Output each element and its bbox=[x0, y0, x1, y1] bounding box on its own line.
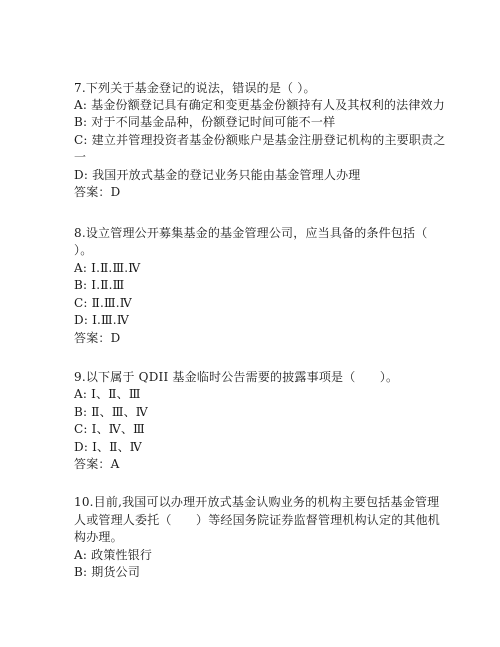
question-8-stem: 8.设立管理公开募集基金的基金管理公司，应当具备的条件包括（ bbox=[74, 226, 428, 240]
question-7-option-c: C: 建立并管理投资者基金份额账户是基金注册登记机构的主要职责之 bbox=[74, 133, 446, 147]
question-10-option-a: A: 政策性银行 bbox=[74, 548, 153, 562]
question-10-stem-continued-2: 构办理。 bbox=[74, 530, 123, 544]
question-9-option-d: D: Ⅰ、Ⅱ、Ⅳ bbox=[74, 440, 142, 454]
question-7-answer: 答案：D bbox=[74, 185, 121, 199]
question-9-option-c: C: Ⅰ、Ⅳ、Ⅲ bbox=[74, 422, 145, 436]
question-9-stem: 9.以下属于 QDII 基金临时公告需要的披露事项是（ ）。 bbox=[74, 370, 399, 384]
question-8-answer: 答案：D bbox=[74, 331, 121, 345]
question-8-option-a: A: Ⅰ.Ⅱ.Ⅲ.Ⅳ bbox=[74, 261, 141, 275]
question-10-option-b: B: 期货公司 bbox=[74, 565, 141, 579]
question-7-option-c-continued: 一 bbox=[74, 150, 87, 164]
question-8-option-d: D: Ⅰ.Ⅲ.Ⅳ bbox=[74, 313, 130, 327]
question-8-option-c: C: Ⅱ.Ⅲ.Ⅳ bbox=[74, 296, 132, 310]
question-7-option-d: D: 我国开放式基金的登记业务只能由基金管理人办理 bbox=[74, 168, 361, 182]
question-8-option-b: B: Ⅰ.Ⅱ.Ⅲ bbox=[74, 278, 125, 292]
question-7-option-a: A: 基金份额登记具有确定和变更基金份额持有人及其权利的法律效力 bbox=[74, 98, 445, 112]
question-9-option-a: A: Ⅰ、Ⅱ、Ⅲ bbox=[74, 387, 141, 401]
question-7-stem: 7.下列关于基金登记的说法，错误的是（ ）。 bbox=[74, 81, 316, 95]
question-7-option-b: B: 对于不同基金品种，份额登记时间可能不一样 bbox=[74, 115, 336, 129]
question-10-stem: 10.目前,我国可以办理开放式基金认购业务的机构主要包括基金管理 bbox=[74, 495, 440, 509]
question-8-stem-continued: ）。 bbox=[74, 243, 93, 257]
question-10-stem-continued-1: 人或管理人委托（ ）等经国务院证券监督管理机构认定的其他机 bbox=[74, 513, 441, 527]
question-9-option-b: B: Ⅱ、Ⅲ、Ⅳ bbox=[74, 405, 148, 419]
question-9-answer: 答案：A bbox=[74, 457, 120, 471]
